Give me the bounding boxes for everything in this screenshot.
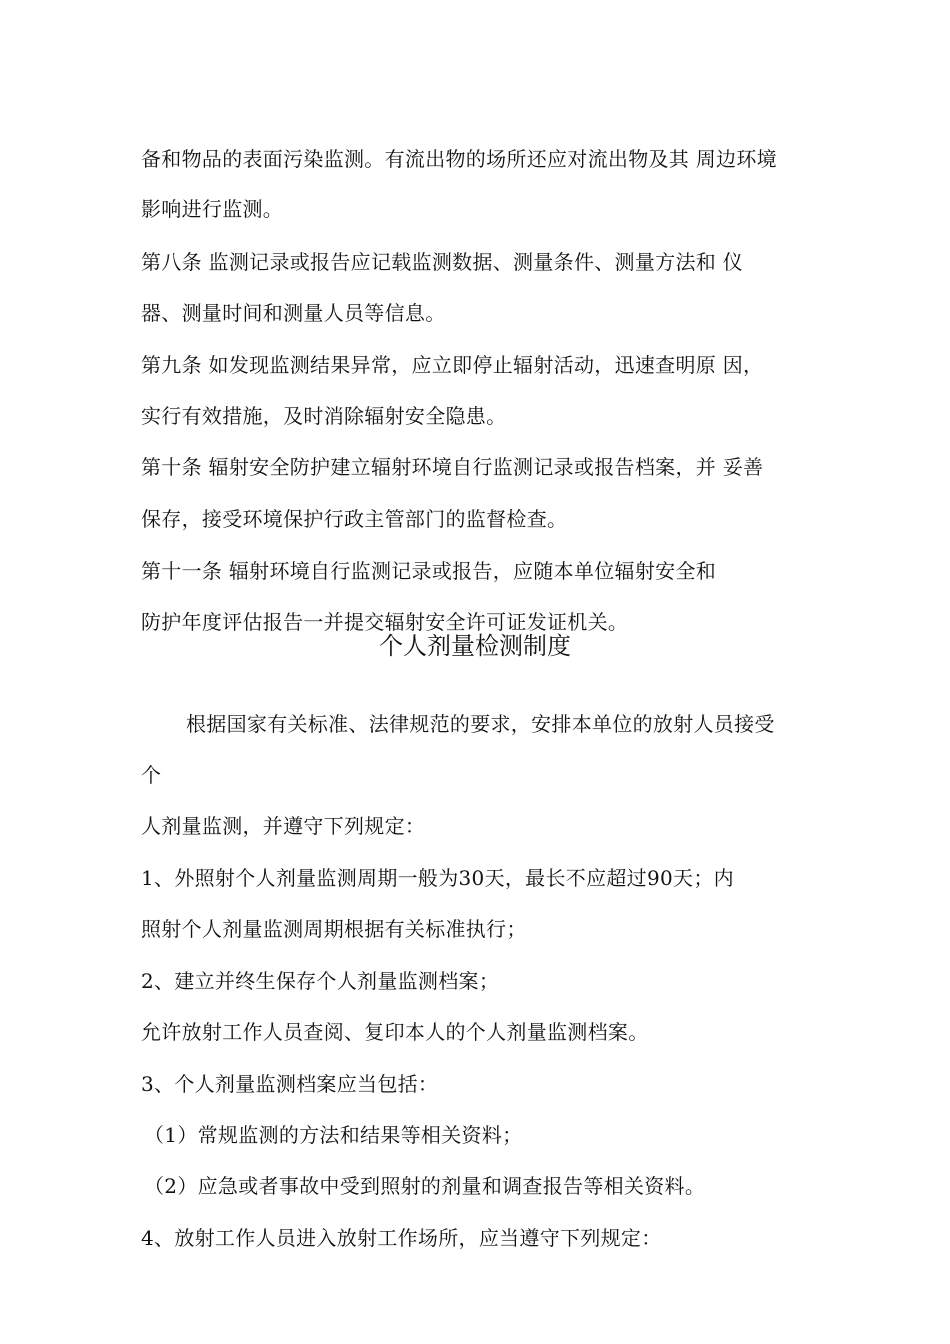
article-8-line: 第八条 监测记录或报告应记载监测数据、测量条件、测量方法和 仪	[141, 250, 744, 274]
paragraph-line: 影响进行监测。	[141, 197, 284, 221]
paragraph-line: 器、测量时间和测量人员等信息。	[141, 301, 446, 325]
section-title: 个人剂量检测制度	[379, 632, 571, 660]
list-item-4: 4、放射工作人员进入放射工作场所，应当遵守下列规定：	[141, 1226, 662, 1250]
paragraph-line: 实行有效措施，及时消除辐射安全隐患。	[141, 404, 507, 428]
article-11-line: 第十一条 辐射环境自行监测记录或报告，应随本单位辐射安全和	[141, 559, 717, 583]
paragraph-line: 照射个人剂量监测周期根据有关标准执行；	[141, 917, 527, 941]
article-9-line: 第九条 如发现监测结果异常，应立即停止辐射活动，迅速查明原 因，	[141, 353, 764, 377]
list-item-3: 3、个人剂量监测档案应当包括：	[141, 1072, 439, 1096]
paragraph-line: 备和物品的表面污染监测。有流出物的场所还应对流出物及其 周边环境	[141, 147, 777, 171]
article-10-line: 第十条 辐射安全防护建立辐射环境自行监测记录或报告档案，并 妥善	[141, 455, 764, 479]
list-item-2: 2、建立并终生保存个人剂量监测档案；	[141, 969, 500, 993]
intro-line: 根据国家有关标准、法律规范的要求，安排本单位的放射人员接受	[186, 712, 775, 736]
paragraph-line: 人剂量监测，并遵守下列规定：	[141, 814, 426, 838]
paragraph-line: 防护年度评估报告一并提交辐射安全许可证发证机关。	[141, 610, 629, 634]
paragraph-line: 保存，接受环境保护行政主管部门的监督检查。	[141, 507, 568, 531]
sub-item-1: （1）常规监测的方法和结果等相关资料；	[144, 1123, 523, 1147]
paragraph-line: 个	[141, 763, 162, 787]
list-item-1: 1、外照射个人剂量监测周期一般为30天，最长不应超过90天；内	[141, 866, 734, 890]
paragraph-line: 允许放射工作人员查阅、复印本人的个人剂量监测档案。	[141, 1020, 649, 1044]
sub-item-2: （2）应急或者事故中受到照射的剂量和调查报告等相关资料。	[144, 1174, 706, 1198]
